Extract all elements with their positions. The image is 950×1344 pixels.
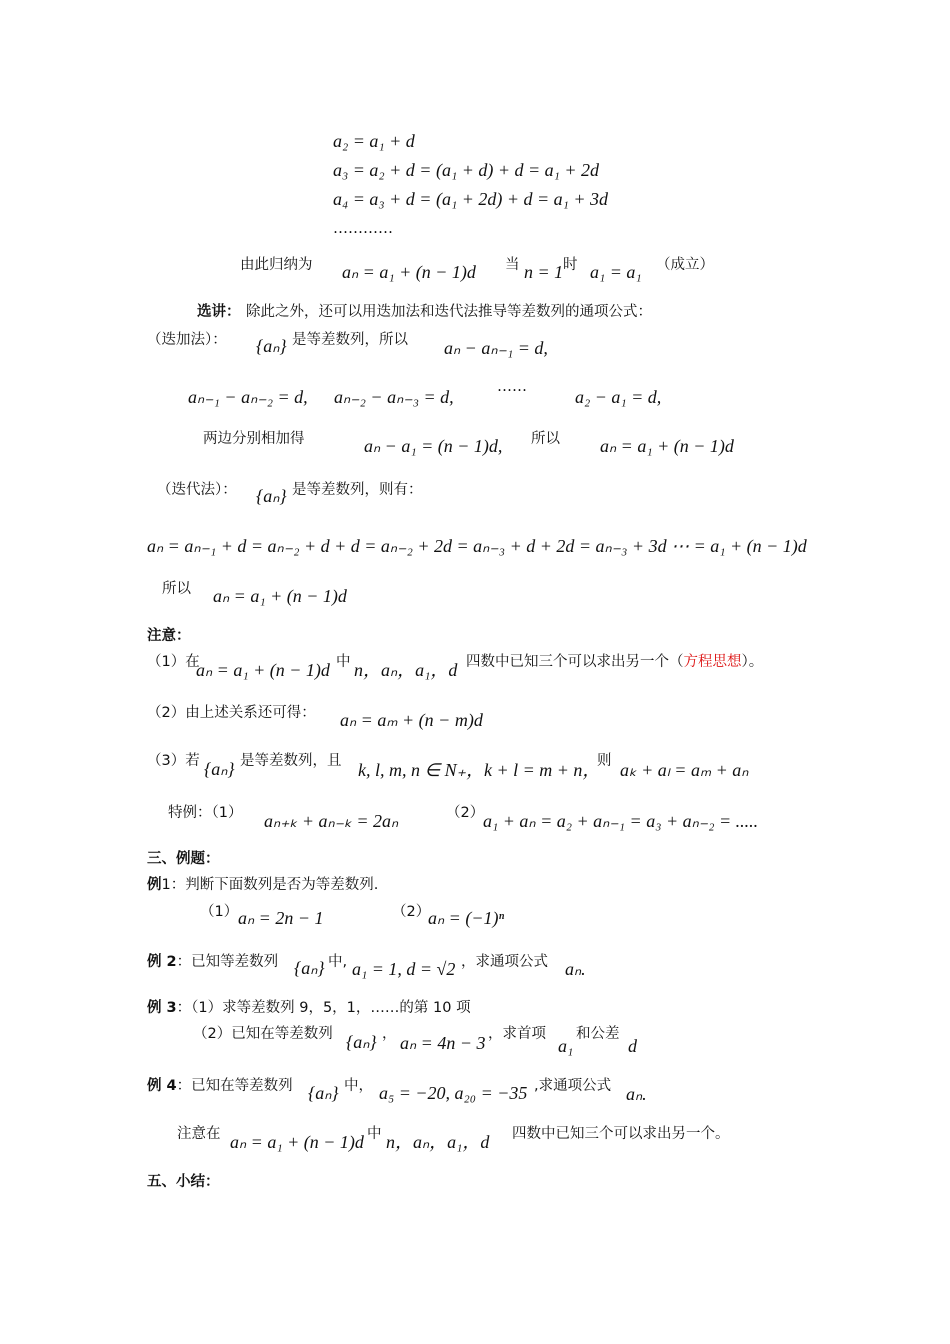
- example2-end: ，求通项公式: [461, 954, 548, 970]
- when-label: 当: [505, 257, 520, 273]
- eq-a2: a₂ = a₁ + d: [333, 131, 415, 151]
- sequence-an: {aₙ}: [346, 1032, 377, 1052]
- sum-dots: ……: [497, 377, 527, 395]
- example2: [147, 952, 278, 972]
- when-suffix: 时: [563, 257, 578, 273]
- example4-var: aₙ.: [626, 1084, 647, 1104]
- notes-title: 注意：: [147, 628, 191, 644]
- note2-prefix: （2）由上述关系还可得：: [147, 705, 316, 721]
- holds-note: （成立）: [656, 257, 714, 273]
- sum-eq-1: aₙ − aₙ₋₁ = d,: [444, 338, 548, 358]
- example3-condition: aₙ = 4n − 3: [400, 1033, 486, 1053]
- example2-label: 例 2: [147, 954, 177, 970]
- example2-condition: a₁ = 1, d = √2: [352, 959, 456, 979]
- note1-formula: aₙ = a₁ + (n − 1)d: [196, 660, 330, 680]
- example4-condition: a₅ = −20, a₂₀ = −35: [379, 1083, 528, 1103]
- example2-mid: 中,: [328, 954, 348, 970]
- example1-part2-label: （2）: [392, 904, 431, 920]
- example1-text: 1：判断下面数列是否为等差数列.: [161, 877, 379, 893]
- example3-mid: ，求首项: [488, 1026, 546, 1042]
- example3-text: ：（1）求等差数列 9，5，1，……的第 10 项: [176, 1000, 471, 1016]
- example1-label: 例: [147, 877, 162, 893]
- special-case-2: a₁ + aₙ = a₂ + aₙ₋₁ = a₃ + aₙ₋₂ = .....: [483, 811, 759, 831]
- example2-var: aₙ.: [565, 959, 586, 979]
- add-equation: aₙ − a₁ = (n − 1)d,: [364, 436, 503, 456]
- example1-part1-label: （1）: [200, 904, 239, 920]
- when-result: a₁ = a₁: [590, 262, 642, 282]
- final-note-vars: n，aₙ，a₁，d: [386, 1132, 490, 1152]
- example3-sep: ，: [382, 1026, 397, 1042]
- sequence-an: {aₙ}: [204, 759, 235, 779]
- when-condition: n = 1: [524, 262, 564, 282]
- note3-condition: k, l, m, n ∈ N₊，: [358, 760, 485, 780]
- special-label: 特例：（1）: [168, 805, 243, 821]
- example2-text: ：已知等差数列: [176, 954, 279, 970]
- sum-eq-4: a₂ − a₁ = d,: [575, 387, 662, 407]
- note1-prefix: （1）在: [147, 654, 200, 670]
- sum-eq-2: aₙ₋₁ − aₙ₋₂ = d,: [188, 387, 308, 407]
- note3-condition2: k + l = m + n，: [484, 760, 601, 780]
- example4-mid: 中，: [344, 1078, 373, 1094]
- elective-title: 选讲：: [197, 304, 241, 320]
- note3-result: aₖ + aₗ = aₘ + aₙ: [620, 760, 749, 780]
- example3-label: 例 3: [147, 1000, 177, 1016]
- summation-result: aₙ = a₁ + (n − 1)d: [600, 436, 734, 456]
- iteration-result: aₙ = a₁ + (n − 1)d: [213, 586, 347, 606]
- induction-formula: aₙ = a₁ + (n − 1)d: [342, 262, 476, 282]
- eq-a4: a₄ = a₃ + d = (a₁ + 2d) + d = a₁ + 3d: [333, 189, 609, 209]
- example4-text: ：已知在等差数列: [176, 1078, 293, 1094]
- add-label: 两边分别相加得: [203, 431, 305, 447]
- note3-mid: 是等差数列，且: [240, 753, 342, 769]
- summation-label: （迭加法）：: [147, 332, 227, 348]
- example3: [147, 998, 471, 1018]
- example3-a1: a₁: [558, 1036, 574, 1056]
- iteration-label: （迭代法）：: [157, 482, 237, 498]
- note3-prefix: （3）若: [147, 753, 200, 769]
- note3-then: 则: [597, 753, 612, 769]
- example1: [147, 875, 378, 895]
- example1-part1: aₙ = 2n − 1: [238, 908, 324, 928]
- induction-label: 由此归纳为: [240, 257, 313, 273]
- iteration-is-arith: 是等差数列，则有：: [292, 482, 423, 498]
- iteration-chain: aₙ = aₙ₋₁ + d = aₙ₋₂ + d + d = aₙ₋₂ + 2d = aₙ₋₃ + d + 2d = aₙ₋₃ + 3d ⋯ = a₁ + (n − 1)d: [147, 536, 807, 556]
- summary-title: 五、小结：: [147, 1174, 220, 1190]
- derivation-dots: …………: [333, 219, 393, 237]
- example3-and: 和公差: [576, 1026, 620, 1042]
- note1-vars: n，aₙ，a₁，d: [354, 660, 458, 680]
- equation-thinking-highlight: 方程思想: [683, 654, 742, 670]
- sum-eq-3: aₙ₋₂ − aₙ₋₃ = d,: [334, 387, 454, 407]
- sequence-an: {aₙ}: [294, 958, 325, 978]
- example4-end: ,求通项公式: [534, 1078, 612, 1094]
- summation-therefore: 所以: [531, 431, 560, 447]
- final-note-formula: aₙ = a₁ + (n − 1)d: [230, 1132, 364, 1152]
- sequence-an: {aₙ}: [256, 486, 287, 506]
- note1-text: [466, 652, 763, 672]
- note1-text-main: 四数中已知三个可以求出另一个（: [466, 654, 684, 670]
- example1-part2: aₙ = (−1)ⁿ: [428, 908, 505, 928]
- iteration-therefore: 所以: [162, 581, 191, 597]
- example3-d: d: [628, 1036, 637, 1056]
- example4: [147, 1076, 293, 1096]
- final-note-mid: 中: [367, 1126, 382, 1142]
- final-note-end: 四数中已知三个可以求出另一个。: [512, 1126, 730, 1142]
- example4-label: 例 4: [147, 1078, 177, 1094]
- note1-mid: 中: [336, 654, 351, 670]
- note1-text-end: ）。: [741, 654, 764, 670]
- sequence-an: {aₙ}: [308, 1083, 339, 1103]
- final-note-prefix: 注意在: [177, 1126, 221, 1142]
- summation-is-arith: 是等差数列，所以: [292, 332, 408, 348]
- example3-part2-prefix: （2）已知在等差数列: [193, 1026, 333, 1042]
- sequence-an: {aₙ}: [256, 336, 287, 356]
- special2-label: （2）: [446, 805, 485, 821]
- note2-formula: aₙ = aₘ + (n − m)d: [340, 710, 483, 730]
- eq-a3: a₃ = a₂ + d = (a₁ + d) + d = a₁ + 2d: [333, 160, 600, 180]
- special-case-1: aₙ₊ₖ + aₙ₋ₖ = 2aₙ: [264, 811, 399, 831]
- examples-title: 三、例题：: [147, 851, 220, 867]
- elective-text: 除此之外，还可以用迭加法和迭代法推导等差数列的通项公式：: [246, 304, 652, 320]
